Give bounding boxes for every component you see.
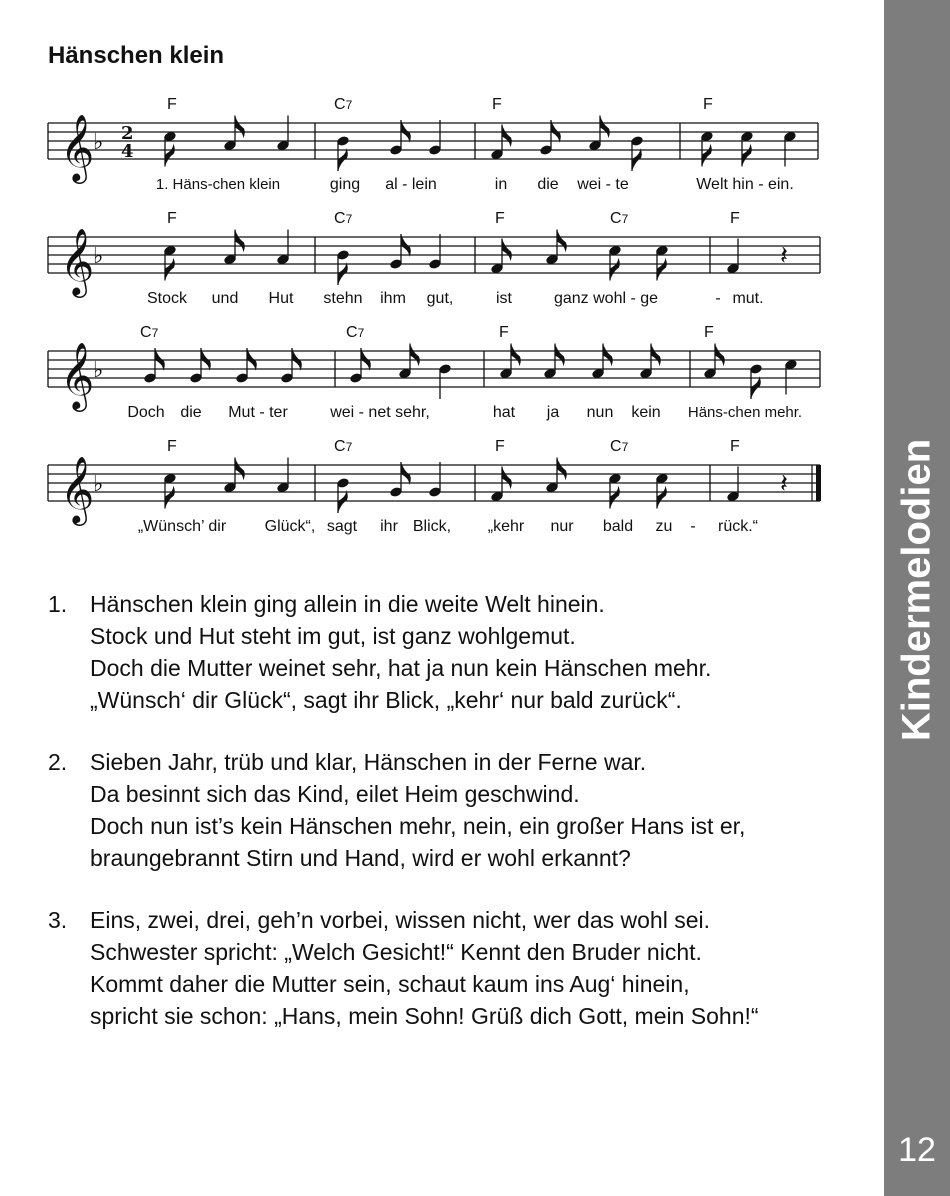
page-title: Hänschen klein: [48, 42, 225, 69]
note-flag: [657, 258, 667, 281]
verse-2: [48, 746, 868, 874]
lyric-syllable: zu: [655, 518, 673, 535]
chord-symbol: F: [703, 96, 713, 113]
key-signature-flat: ♭: [93, 472, 104, 497]
eighth-note: [490, 467, 512, 503]
lyric-syllable: Hut: [268, 290, 294, 307]
lyric-syllable: 1. Häns-chen klein: [155, 176, 281, 193]
note-flag: [410, 344, 420, 367]
treble-clef: 𝄞: [60, 227, 95, 295]
note-flag: [235, 458, 245, 481]
eighth-note: [588, 116, 610, 152]
lyric-syllable: ist: [496, 290, 512, 307]
verse-line: Kommt daher die Mutter sein, schaut kaum ins Aug‘ hinein,: [90, 971, 690, 997]
lyric-syllable: die: [180, 404, 202, 421]
lyric-syllable: -: [715, 290, 721, 307]
chord-symbol: F: [167, 96, 177, 113]
eighth-note: [336, 477, 350, 513]
note-flag: [502, 125, 512, 148]
eighth-note: [655, 473, 669, 509]
quarter-note: [726, 239, 740, 275]
chord-symbol: C7: [346, 324, 365, 341]
lyric-syllable: Blick,: [412, 518, 452, 535]
note-flag: [600, 116, 610, 139]
lyric-syllable: wei - te: [577, 176, 629, 193]
lyric-syllable: „Wünsch’ dir: [137, 518, 227, 535]
treble-clef: 𝄞: [60, 455, 95, 523]
note-flag: [235, 116, 245, 139]
quarter-note: [438, 363, 452, 399]
quarter-note: [784, 359, 798, 395]
eighth-note: [223, 116, 245, 152]
quarter-note: [428, 234, 442, 270]
quarter-note: [276, 458, 290, 494]
chord-symbol: F: [167, 210, 177, 227]
quarter-note: [428, 462, 442, 498]
eighth-note: [490, 125, 512, 161]
lyric-syllable: -: [690, 518, 696, 535]
lyric-syllable: stehn: [323, 290, 363, 307]
note-flag: [165, 486, 175, 509]
eighth-note: [703, 344, 725, 380]
chord-symbol: F: [730, 210, 740, 227]
verse-line: Schwester spricht: „Welch Gesicht!“ Kennt den Bruder nicht.: [90, 939, 702, 965]
verse-line: Da besinnt sich das Kind, eilet Heim geschwind.: [90, 781, 580, 807]
page-number: 12: [898, 1131, 936, 1169]
lyric-syllable: bald: [602, 518, 634, 535]
music-system-2: [48, 210, 820, 307]
chord-symbol: C7: [610, 438, 629, 455]
lyric-syllable: nun: [586, 404, 614, 421]
note-flag: [165, 144, 175, 167]
treble-clef: 𝄞: [60, 341, 95, 409]
note-flag: [742, 144, 752, 167]
chord-symbol: F: [499, 324, 509, 341]
verse-line: spricht sie schon: „Hans, mein Sohn! Grüß dich Gott, mein Sohn!“: [90, 1003, 759, 1029]
time-signature-bottom: 4: [121, 141, 134, 162]
eighth-note: [398, 344, 420, 380]
quarter-note: [783, 131, 797, 167]
note-flag: [165, 258, 175, 281]
eighth-note: [163, 131, 177, 167]
music-system-3: [48, 324, 820, 421]
eighth-note: [608, 245, 622, 281]
eighth-note: [630, 135, 644, 171]
lyric-syllable: Glück“,: [264, 518, 316, 535]
lyric-syllable: Häns-chen mehr.: [687, 404, 803, 421]
note-flag: [715, 344, 725, 367]
eighth-note: [543, 344, 565, 380]
music-score: [0, 0, 884, 560]
lyric-syllable: mut.: [732, 290, 764, 307]
note-flag: [657, 486, 667, 509]
note-flag: [502, 467, 512, 490]
eighth-note: [639, 344, 661, 380]
verse-number: 1.: [48, 591, 68, 617]
verse-line: „Wünsch‘ dir Glück“, sagt ihr Blick, „kehr‘ nur bald zurück“.: [90, 687, 682, 713]
eighth-note: [545, 230, 567, 266]
chord-symbol: C7: [334, 438, 353, 455]
lyric-syllable: rück.“: [718, 518, 758, 535]
note-flag: [557, 230, 567, 253]
note-flag: [603, 344, 613, 367]
eighth-note: [545, 458, 567, 494]
chord-symbol: F: [492, 96, 502, 113]
eighth-note: [655, 245, 669, 281]
verse-line: Stock und Hut steht im gut, ist ganz wohlgemut.: [90, 623, 576, 649]
eighth-note: [490, 239, 512, 275]
lyric-syllable: die: [537, 176, 559, 193]
chord-symbol: F: [704, 324, 714, 341]
note-flag: [511, 344, 521, 367]
eighth-note: [591, 344, 613, 380]
final-barline: [816, 465, 821, 501]
note-flag: [651, 344, 661, 367]
lyric-syllable: nur: [550, 518, 574, 535]
quarter-rest: 𝄽: [780, 241, 788, 271]
music-system-4: [48, 438, 821, 535]
verse-line: Sieben Jahr, trüb und klar, Hänschen in der Ferne war.: [90, 749, 647, 775]
lyric-syllable: kein: [631, 404, 661, 421]
lyric-syllable: ganz wohl - ge: [553, 290, 659, 307]
eighth-note: [223, 230, 245, 266]
verse-line: Doch die Mutter weinet sehr, hat ja nun kein Hänschen mehr.: [90, 655, 712, 681]
lyric-syllable: ging: [329, 176, 361, 193]
key-signature-flat: ♭: [93, 244, 104, 269]
lyric-syllable: ja: [546, 404, 560, 421]
eighth-note: [336, 249, 350, 285]
quarter-note: [726, 467, 740, 503]
eighth-note: [608, 473, 622, 509]
lyric-syllable: Doch: [127, 404, 165, 421]
music-system-1: [48, 96, 818, 193]
lyric-syllable: wei - net sehr,: [330, 404, 430, 421]
chord-symbol: C7: [140, 324, 159, 341]
treble-clef: 𝄞: [60, 113, 95, 181]
note-flag: [610, 258, 620, 281]
eighth-note: [163, 473, 177, 509]
lyrics-block: [48, 588, 868, 1062]
chapter-label: Kindermelodien: [894, 438, 939, 742]
chord-symbol: F: [495, 210, 505, 227]
key-signature-flat: ♭: [93, 358, 104, 383]
quarter-note: [428, 120, 442, 156]
chord-symbol: C7: [334, 96, 353, 113]
eighth-note: [163, 245, 177, 281]
lyric-syllable: und: [211, 290, 239, 307]
lyric-syllable: al - lein: [385, 176, 437, 193]
eighth-note: [700, 131, 714, 167]
chord-symbol: F: [167, 438, 177, 455]
chord-symbol: F: [730, 438, 740, 455]
chord-symbol: C7: [334, 210, 353, 227]
verse-line: braungebrannt Stirn und Hand, wird er wohl erkannt?: [90, 845, 631, 871]
chord-symbol: F: [495, 438, 505, 455]
verse-line: Eins, zwei, drei, geh’n vorbei, wissen nicht, wer das wohl sei.: [90, 907, 711, 933]
lyric-syllable: ihm: [380, 290, 406, 307]
lyric-syllable: gut,: [426, 290, 454, 307]
eighth-note: [223, 458, 245, 494]
key-signature-flat: ♭: [93, 130, 104, 155]
note-flag: [555, 344, 565, 367]
time-signature-top: 2: [121, 123, 134, 144]
quarter-note: [276, 116, 290, 152]
lyric-syllable: Stock: [146, 290, 188, 307]
eighth-note: [499, 344, 521, 380]
note-flag: [702, 144, 712, 167]
verse-number: 2.: [48, 749, 68, 775]
verse-3: [48, 904, 868, 1032]
note-flag: [502, 239, 512, 262]
verse-number: 3.: [48, 907, 68, 933]
note-flag: [235, 230, 245, 253]
eighth-note: [740, 131, 754, 167]
quarter-note: [276, 230, 290, 266]
eighth-note: [336, 135, 350, 171]
lyric-syllable: ihr: [380, 518, 398, 535]
quarter-rest: 𝄽: [780, 469, 788, 499]
lyric-syllable: „kehr: [487, 518, 525, 535]
eighth-note: [749, 363, 763, 399]
lyric-syllable: in: [494, 176, 508, 193]
lyric-syllable: Mut - ter: [228, 404, 288, 421]
verse-line: Doch nun ist’s kein Hänschen mehr, nein, ein großer Hans ist er,: [90, 813, 746, 839]
lyric-syllable: sagt: [326, 518, 358, 535]
lyric-syllable: hat: [492, 404, 516, 421]
verse-line: Hänschen klein ging allein in die weite Welt hinein.: [90, 591, 605, 617]
note-flag: [610, 486, 620, 509]
note-flag: [557, 458, 567, 481]
chord-symbol: C7: [610, 210, 629, 227]
lyric-syllable: Welt hin - ein.: [696, 176, 794, 193]
verse-1: [48, 588, 868, 716]
